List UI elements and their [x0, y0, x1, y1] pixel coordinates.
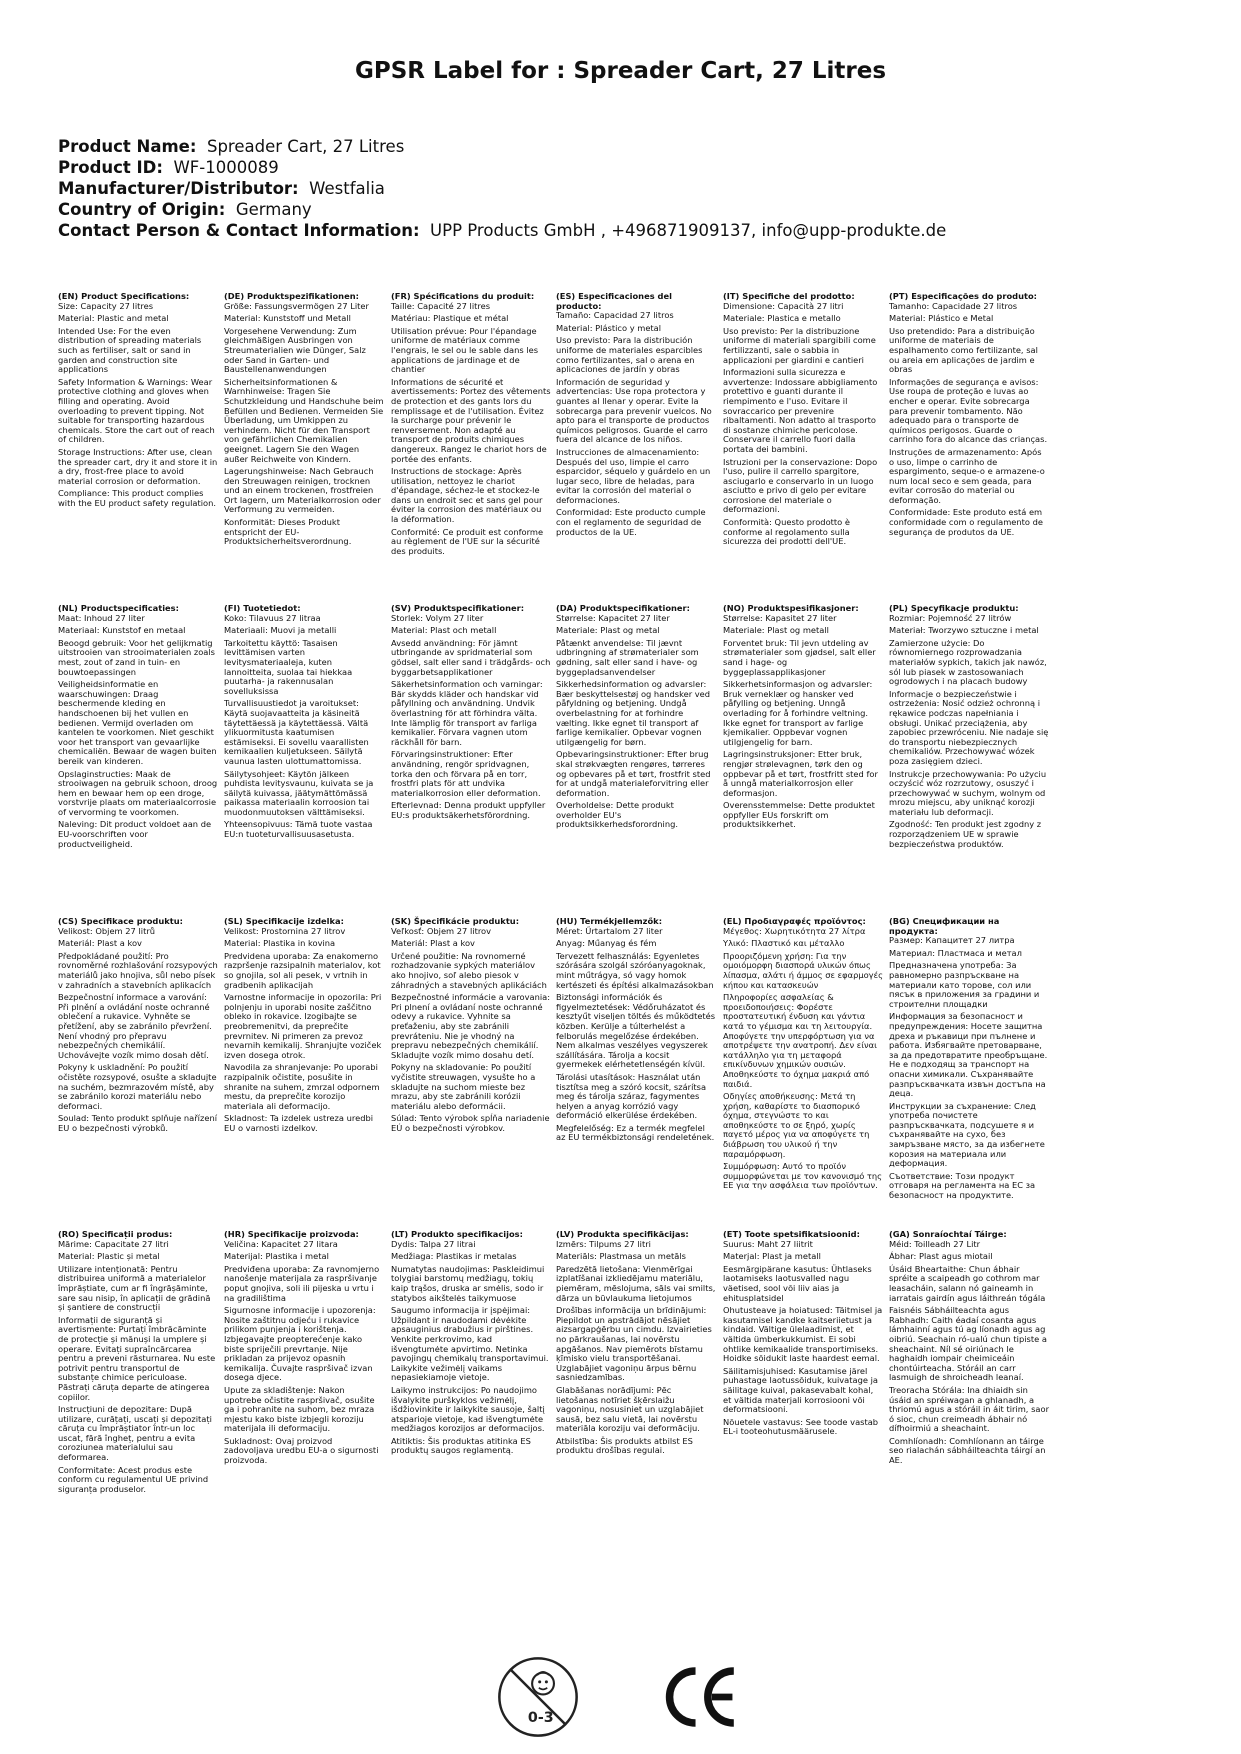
spec-line: Informacje o bezpieczeństwie i ostrzeżenia: Nosić odzież ochronną i rękawice podczas napełniania i obsługi. Unikać przeciążenia, aby zapobiec przewróceniu. Nie nadaje się do transportu niebezpiecznych chemikaliów. Przechowywać wózek poza zasięgiem dzieci. [889, 688, 1049, 766]
spec-line: Materiaal: Kunststof en metaal [58, 625, 186, 636]
spec-line: Materiaali: Muovi ja metalli [224, 625, 337, 636]
spec-line: Материал: Пластмаса и метал [889, 947, 1022, 958]
product-info [58, 136, 1188, 241]
spec-line: Ábhar: Plast agus miotail [889, 1251, 993, 1262]
spec-heading-it: (IT) Specifiche del prodotto: [723, 291, 855, 301]
spec-line: Taille: Capacité 27 litres [391, 300, 491, 311]
spec-line: Materijal: Plastika i metal [224, 1251, 329, 1262]
spec-line: Uso previsto: Per la distribuzione uniforme di materiali spargibili come fertilizzanti, sale o sabbia in applicazioni per giardini e cantieri [723, 325, 876, 365]
spec-block-sl [224, 917, 384, 1136]
spec-block-lt [391, 1230, 551, 1459]
spec-line: Turvallisuustiedot ja varoitukset: Käytä suojavaatteita ja käsineitä täytettäessä ja käytettäessä. Vältä ylikuormitusta kaatumisen estämiseksi. Ei sovellu vaarallisten kemikaalien kuljetukseen. Säilytä vaunua lasten ulottumattomissa. [224, 698, 369, 766]
contact-label: Contact Person & Contact Information: [58, 221, 420, 240]
spec-line: Atitiktis: Šis produktas atitinka ES produktų saugos reglamentą. [391, 1435, 531, 1456]
spec-line: Størrelse: Kapasitet 27 liter [723, 612, 837, 623]
spec-line: Οδηγίες αποθήκευσης: Μετά τη χρήση, καθαρίστε το διασπορικό όχημα, στεγνώστε το και αποθηκεύστε το σε ξηρό, χωρίς παγετό μέρος για να αποφύγετε τη διάβρωση του υλικού ή την παραμόρφωση. [723, 1091, 870, 1159]
spec-block-sv [391, 604, 551, 823]
spec-line: Συμμόρφωση: Αυτό το προϊόν συμμορφώνεται με τον κανονισμό της ΕΕ για την ασφάλεια των προϊόντων. [723, 1161, 883, 1191]
spec-line: Размер: Капацитет 27 литра [889, 935, 1015, 946]
spec-line: Instrucciones de almacenamiento: Después del uso, limpie el carro esparcidor, séquelo y guárdelo en un lugar seco, libre de heladas, para evitar la corrosión del material o deformaciones. [556, 446, 711, 505]
spec-line: Conformité: Ce produit est conforme au règlement de l'UE sur la sécurité des produits. [391, 526, 544, 556]
spec-block-cs [58, 917, 218, 1136]
product-id-label: Product ID: [58, 158, 163, 177]
spec-line: Sikkerhetsinformasjon og advarsler: Bruk verneklær og hansker ved påfylling og betjening. Unngå overlading for å forhindre veltning. Ikke egnet for transport av farlige kjemikalier. Oppbevar vognen utilgjengelig for barn. [723, 679, 873, 747]
spec-line: Sigurnosne informacije i upozorenja: Nosite zaštitnu odjeću i rukavice prilikom punjenja i korištenja. Izbjegavajte preopterećenje kako biste spriječili prevrtanje. Nije prikladan za prijevoz opasnih kemikalija. Čuvajte raspršivač izvan dosega djece. [224, 1305, 376, 1383]
product-name-label: Product Name: [58, 137, 197, 156]
spec-line: Pokyny k uskladnění: Po použití očistěte rozsypové, osušte a skladujte na suchém, bezmrazovém místě, aby se zabránilo korozi materiálu nebo deformaci. [58, 1062, 217, 1111]
spec-heading-lv: (LV) Produkta specifikācijas: [556, 1229, 689, 1239]
spec-line: Materiāls: Plastmasa un metāls [556, 1251, 686, 1262]
spec-line: Opslaginstructies: Maak de strooiwagen na gebruik schoon, droog hem en bewaar hem op een droge, vorstvrije plaats om materiaalcorrosie of vervorming te voorkomen. [58, 768, 218, 817]
spec-line: Suurus: Maht 27 liitrit [723, 1238, 813, 1249]
spec-heading-pt: (PT) Especificações do produto: [889, 291, 1037, 301]
spec-line: Numatytas naudojimas: Paskleidimui tolygiai barstomų medžiagų, tokių kaip trąšos, druska ar smėlis, sodo ir statybos aikštelės taikymuose [391, 1263, 545, 1303]
spec-line: Faisnéis Sábháilteachta agus Rabhadh: Caith éadaí cosanta agus lámhainní agus tú ag líonadh agus ag oibriú. Seachain ró-ualú chun tipiste a sheachaint. Níl sé oiriúnach le haghaidh iompair cheimiceáin chontúirteacha. Stóráil an carr lasmuigh de shroicheadh leanaí. [889, 1305, 1047, 1383]
spec-line: Material: Kunststoff und Metall [224, 313, 351, 324]
spec-block-fr [391, 292, 551, 559]
spec-line: Material: Plástico e Metal [889, 313, 994, 324]
spec-line: Säilitamisjuhised: Kasutamise järel puhastage laotussõiduk, kuivatage ja säilitage kuival, pakasevabalt kohal, et vältida materjali korrosiooni või deformatsiooni. [723, 1365, 878, 1415]
spec-line: Eesmärgipärane kasutus: Ühtlaseks laotamiseks laotusvalled nagu väetised, sool või liiv aias ja ehitusplatsidel [723, 1263, 872, 1303]
spec-line: Soulad: Tento produkt splňuje nařízení EU o bezpečnosti výrobků. [58, 1113, 218, 1133]
spec-line: Ohutusteave ja hoiatused: Täitmisel ja kasutamisel kandke kaitseriietust ja kindaid. Vältige ülelaadimist, et vältida ümberkukkumist. Ei sobi ohtlike kemikaalide transportimiseks. Hoidke sõidukit laste haardest eemal. [723, 1305, 883, 1364]
spec-block-ga [889, 1230, 1049, 1469]
country-label: Country of Origin: [58, 200, 226, 219]
spec-line: Säkerhetsinformation och varningar: Bär skydds kläder och handskar vid påfyllning och användning. Undvik överlastning för att förhindra välta. Inte lämplig för transport av farliga kemikalier. Förvara vagnen utom räckhåll för barn. [391, 679, 543, 747]
spec-block-et [723, 1230, 883, 1440]
spec-line: Efterlevnad: Denna produkt uppfyller EU:s produktsäkerhetsförordning. [391, 800, 546, 820]
spec-heading-fi: (FI) Tuotetiedot: [224, 603, 301, 613]
spec-heading-hr: (HR) Specifikacije proizvoda: [224, 1229, 359, 1239]
spec-line: Koko: Tilavuus 27 litraa [224, 612, 321, 623]
spec-line: Drošības informācija un brīdinājumi: Piepildot un apstrādājot nēsājiet aizsargapģērbu un cimdu. Izvairieties no pārkraušanas, lai novērstu apgāšanos. Nav piemērots bīstamu ķīmisko vielu transportēšanai. Uzglabājiet vagoniņu ārpus bērnu sasniedzamības. [556, 1305, 712, 1383]
spec-line: Instruções de armazenamento: Após o uso, limpe o carrinho de espargimento, seque-o e armazene-o num local seco e sem geada, para evitar corrosão do material ou deformação. [889, 446, 1045, 505]
contact-value: UPP Products GmbH , +496871909137, info@upp-produkte.de [430, 221, 947, 240]
spec-line: Tarkoitettu käyttö: Tasaisen levittämisen varten levitysmateriaaleja, kuten lannoitteita, suolaa tai hiekkaa puutarha- ja rakennusalan sovelluksissa [224, 637, 353, 696]
spec-heading-ro: (RO) Specificații produs: [58, 1229, 173, 1239]
spec-line: Určené použitie: Na rovnomerné rozhadzovanie sypkých materiálov ako hnojivo, soľ alebo piesok v záhradných a stavebných aplikáciách [391, 950, 547, 990]
spec-line: Materiale: Plast og metall [723, 625, 829, 636]
spec-line: Úsáid Bheartaithe: Chun ábhair spréite a scaipeadh go cothrom mar leasacháin, salann nó gaineamh in iarratais gairdín agus láithreán tógála [889, 1263, 1046, 1303]
spec-line: Material: Plastic și metal [58, 1251, 160, 1262]
spec-line: Veľkosť: Objem 27 litrov [391, 925, 492, 936]
spec-heading-el: (EL) Προδιαγραφές προϊόντος: [723, 916, 866, 926]
country-row [58, 199, 1188, 220]
ce-mark-icon [660, 1662, 742, 1732]
spec-line: Konformität: Dieses Produkt entspricht der EU-Produktsicherheitsverordnung. [224, 517, 352, 547]
spec-line: Storlek: Volym 27 liter [391, 612, 484, 623]
spec-line: Atbilstība: Šis produkts atbilst ES produktu drošības regulai. [556, 1435, 693, 1456]
spec-heading-bg: (BG) Спецификации на продукта: [889, 916, 1000, 936]
spec-heading-sl: (SL) Specifikacije izdelka: [224, 916, 344, 926]
spec-line: Treoracha Stórála: Ina dhiaidh sin úsáid an spréiwagan a ghlanadh, a thriomú agus a stóráil in áit tirim, saor ó sioc, chun creimeadh ábhair nó dífhoirmiú a sheachaint. [889, 1384, 1049, 1434]
spec-block-ro [58, 1230, 218, 1497]
spec-line: Informații de siguranță și avertismente: Purtați îmbrăcăminte de protecție și mănuși la umplere și operare. Evitați supraîncărcarea pentru a preveni răsturnarea. Nu este potrivit pentru transportul de substanțe chimice periculoase. Păstrați căruța departe de atingerea copiilor. [58, 1314, 216, 1402]
spec-line: Sukladnost: Ovaj proizvod zadovoljava uredbu EU-a o sigurnosti proizvoda. [224, 1435, 379, 1466]
spec-line: Dydis: Talpa 27 litrai [391, 1238, 476, 1249]
spec-line: Material: Plastika in kovina [224, 938, 336, 949]
spec-line: Съответствие: Този продукт отговаря на регламента на ЕС за безопасност на продуктите. [889, 1170, 1036, 1201]
spec-line: Maat: Inhoud 27 liter [58, 612, 145, 623]
spec-line: Nõuetele vastavus: See toode vastab EL-i tooteohutusmäärusele. [723, 1416, 879, 1437]
spec-block-sk [391, 917, 551, 1136]
spec-heading-et: (ET) Toote spetsifikatsioonid: [723, 1229, 860, 1239]
spec-block-pl [889, 604, 1049, 852]
spec-line: Μέγεθος: Χωρητικότητα 27 λίτρα [723, 925, 866, 936]
spec-line: Utilizare intenționată: Pentru distribuirea uniformă a materialelor împrăștiate, cum ar fi îngrășăminte, sare sau nisip, în aplicații de grădină și șantiere de construcții [58, 1263, 211, 1313]
spec-block-hu [556, 917, 716, 1146]
spec-line: Materiał: Tworzywo sztuczne i metal [889, 625, 1039, 636]
spec-line: Méret: Űrtartalom 27 liter [556, 925, 663, 936]
spec-line: Izmērs: Tilpums 27 litri [556, 1238, 651, 1249]
spec-heading-fr: (FR) Spécifications du produit: [391, 291, 535, 301]
spec-heading-sv: (SV) Produktspecifikationer: [391, 603, 525, 613]
spec-line: Bezpečnostní informace a varování: Při plnění a ovládání noste ochranné oblečení a rukavice. Vyhněte se přetížení, aby se zabránilo převržení. Není vhodný pro přepravu nebezpečných chemikálií. Uchovávejte vozík mimo dosah dětí. [58, 992, 212, 1060]
spec-block-it [723, 292, 883, 550]
not-suitable-for-children-0-3-icon [496, 1655, 580, 1739]
spec-line: Bezpečnostné informácie a varovania: Pri plnení a ovládaní noste ochranné odevy a rukavice. Vyhnite sa preťaženiu, aby ste zabránili prevráteniu. Nie je vhodný na prepravu nebezpečných chemikálií. Skladujte vozík mimo dosahu detí. [391, 992, 551, 1060]
spec-line: Naleving: Dit product voldoet aan de EU-voorschriften voor productveiligheid. [58, 819, 212, 849]
spec-line: Upute za skladištenje: Nakon upotrebe očistite raspršivač, osušite ga i pohranite na suhom, bez mraza mjestu kako biste izbjegli koroziju materijala ili deformaciju. [224, 1384, 375, 1434]
contact-row [58, 220, 1188, 241]
product-name-row [58, 136, 1188, 157]
spec-line: Προοριζόμενη χρήση: Για την ομοιόμορφη διασπορά υλικών όπως λίπασμα, αλάτι ή άμμος σε εφαρμογές κήπου και κατασκευών [723, 950, 883, 990]
spec-heading-ga: (GA) Sonraíochtaí Táirge: [889, 1229, 1007, 1239]
spec-heading-pl: (PL) Specyfikacje produktu: [889, 603, 1019, 613]
spec-line: Υλικό: Πλαστικό και μέταλλο [723, 938, 845, 949]
spec-line: Avsedd användning: För jämnt utbringande av spridmaterial som gödsel, salt eller sand i trädgårds- och byggarbetsapplikationer [391, 637, 551, 677]
spec-block-nl [58, 604, 218, 852]
spec-line: Tervezett felhasználás: Egyenletes szórására szolgál szóróanyagoknak, mint műtrágya, só vagy homok kertészeti és építési alkalmazásokban [556, 950, 714, 990]
spec-line: Méid: Toilleadh 27 Litr [889, 1238, 981, 1249]
spec-line: Conformitate: Acest produs este conform cu regulamentul UE privind siguranța produselor. [58, 1464, 209, 1494]
spec-line: Rozmiar: Pojemność 27 litrów [889, 612, 1012, 623]
spec-line: Инструкции за съхранение: След употреба почистете разпръсквачката, подсушете я и съхранявайте на сухо, без замръзване място, за да избегнете корозия на материала или деформация. [889, 1100, 1045, 1169]
spec-line: Предназначена употреба: За равномерно разпръскване на материали като торове, сол или пясък в приложения за градини и строителни площадки [889, 960, 1040, 1009]
spec-line: Conformità: Questo prodotto è conforme al regolamento sulla sicurezza dei prodotti dell'UE. [723, 517, 850, 547]
spec-line: Beoogd gebruik: Voor het gelijkmatig uitstrooien van strooimaterialen zoals mest, zout of zand in tuin- en bouwtoepassingen [58, 637, 216, 677]
spec-line: Comhlíonadh: Comhlíonann an táirge seo rialachán sábháilteachta táirgí an AE. [889, 1435, 1046, 1466]
spec-line: Biztonsági információk és figyelmeztetések: Védőruházatot és kesztyűt viseljen töltés és működtetés közben. Kerülje a túlterhelést a felborulás megelőzése érdekében. Nem alkalmas veszélyes vegyszerek szállítására. Tárolja a kocsit gyermekek elérhetetlenségén kívül. [556, 992, 716, 1070]
spec-line: Predvidena uporaba: Za enakomerno razpršenje razsipalnih materialov, kot so gnojila, sol ali pesek, v vrtnih in gradbenih aplikacijah [224, 950, 381, 990]
spec-block-en [58, 292, 218, 511]
spec-line: Veiligheidsinformatie en waarschuwingen: Draag beschermende kleding en handschoenen bij het vullen en bedienen. Vermijd overladen om kantelen te voorkomen. Niet geschikt voor het transport van gevaarlijke chemicaliën. Bewaar de wagen buiten bereik van kinderen. [58, 679, 217, 766]
spec-line: Materiale: Plastica e metallo [723, 313, 841, 324]
spec-line: Paredzētā lietošana: Vienmērīgai izplatīšanai izkliedējamu materiālu, piemēram, mēslojuma, sāls vai smilts, dārza un būvlaukuma lietojumos [556, 1263, 716, 1303]
spec-line: Säilytysohjeet: Käytön jälkeen puhdista levitysvaunu, kuivata se ja säilytä kuivassa, jäätymättömässä paikassa materiaalin korroosion tai muodonmuutoksen välttämiseksi. [224, 768, 374, 817]
spec-line: Skladnost: Ta izdelek ustreza uredbi EU o varnosti izdelkov. [224, 1113, 374, 1133]
spec-block-no [723, 604, 883, 833]
spec-block-el [723, 917, 883, 1194]
spec-line: Lagerungshinweise: Nach Gebrauch den Streuwagen reinigen, trocknen und an einem trockenen, frostfreien Ort lagern, um Materialkorrosion oder Verformung zu vermeiden. [224, 466, 381, 515]
country-value: Germany [235, 200, 312, 219]
spec-block-pt [889, 292, 1049, 540]
spec-block-da [556, 604, 716, 833]
spec-heading-sk: (SK) Špecifikácie produktu: [391, 916, 520, 926]
spec-line: Sikkerhedsinformation og advarsler: Bær beskyttelsestøj og handsker ved påfyldning og betjening. Undgå overbelastning for at forhindre vælting. Ikke egnet til transport af farlige kemikalier. Opbevar vognen utilgængelig for børn. [556, 679, 711, 747]
spec-line: Matériau: Plastique et métal [391, 313, 509, 324]
spec-line: Påtænkt anvendelse: Til jævnt udbringning af strømaterialer som gødning, salt eller sand i have- og byggepladsanvendelser [556, 637, 699, 677]
spec-line: Utilisation prévue: Pour l'épandage uniforme de matériaux comme l'engrais, le sel ou le sable dans les applications de jardinage et de chantier [391, 325, 539, 375]
spec-line: Materiale: Plast og metal [556, 625, 660, 636]
spec-line: Πληροφορίες ασφαλείας & προειδοποιήσεις: Φορέστε προστατευτική ένδυση και γάντια κατά το γέμισμα και τη λειτουργία. Αποφύγετε την υπερφόρτωση για να αποτρέψετε την ανατροπή. Δεν είναι κατάλληλο για τη μεταφορά επικίνδυνων χημικών ουσιών. Αποθηκεύστε το όχημα μακριά από παιδιά. [723, 992, 877, 1089]
spec-line: Yhteensopivuus: Tämä tuote vastaa EU:n tuoteturvallisuusasetusta. [224, 819, 373, 840]
product-name-value: Spreader Cart, 27 Litres [206, 137, 405, 156]
page-title: GPSR Label for : Spreader Cart, 27 Litres [354, 58, 887, 84]
spec-line: Intended Use: For the even distribution of spreading materials such as fertiliser, salt or sand in garden and construction site applications [58, 325, 202, 375]
spec-line: Información de seguridad y advertencias: Use ropa protectora y guantes al llenar y operar. Evite la sobrecarga para prevenir vuelcos. No apto para el transporte de productos químicos peligrosos. Guarde el carro fuera del alcance de los niños. [556, 376, 712, 445]
spec-heading-en: (EN) Product Specifications: [58, 291, 190, 301]
spec-line: Dimensione: Capacità 27 litri [723, 300, 844, 311]
spec-block-bg [889, 917, 1049, 1204]
spec-line: Anyag: Műanyag és fém [556, 938, 657, 949]
spec-line: Mărime: Capacitate 27 litri [58, 1238, 169, 1249]
spec-line: Sicherheitsinformationen & Warnhinweise: Tragen Sie Schutzkleidung und Handschuhe beim Befüllen und Bedienen. Vermeiden Sie Überladung, um Umkippen zu verhindern. Nicht für den Transport von gefährlichen Chemikalien geeignet. Lagern Sie den Wagen außer Reichweite von Kindern. [224, 376, 384, 464]
spec-line: Informazioni sulla sicurezza e avvertenze: Indossare abbigliamento protettivo e guanti durante il riempimento e l'uso. Evitare il sovraccarico per prevenire ribaltamenti. Non adatto al trasporto di sostanze chimiche pericolose. Conservare il carrello fuori dalla portata dei bambini. [723, 367, 878, 454]
spec-block-fi [224, 604, 384, 843]
spec-line: Størrelse: Kapacitet 27 liter [556, 612, 670, 623]
spec-line: Instructions de stockage: Après utilisation, nettoyez le chariot d'épandage, séchez-le et stockez-le dans un endroit sec et sans gel pour éviter la corrosion des matériaux ou la déformation. [391, 466, 543, 525]
manufacturer-row [58, 178, 1188, 199]
spec-line: Materjal: Plast ja metall [723, 1251, 821, 1262]
spec-line: Förvaringsinstruktioner: Efter användning, rengör spridvagnen, torka den och förvara på en torr, frostfri plats för att undvika materialkorrosion eller deformation. [391, 749, 541, 798]
spec-line: Uso previsto: Para la distribución uniforme de materiales esparcibles como fertilizantes, sal o arena en aplicaciones de jardín y obras [556, 335, 703, 375]
compliance-icons [0, 1655, 1241, 1745]
spec-line: Megfelelőség: Ez a termék megfelel az EU termékbiztonsági rendeletének. [556, 1122, 715, 1143]
spec-heading-de: (DE) Produktspezifikationen: [224, 291, 359, 301]
spec-line: Tamanho: Capacidade 27 litros [889, 300, 1018, 311]
spec-heading-nl: (NL) Productspecificaties: [58, 603, 179, 613]
spec-heading-no: (NO) Produktspesifikasjoner: [723, 603, 859, 613]
spec-heading-lt: (LT) Produkto specifikacijos: [391, 1229, 523, 1239]
spec-block-hr [224, 1230, 384, 1469]
spec-heading-hu: (HU) Termékjellemzők: [556, 916, 663, 926]
spec-block-de [224, 292, 384, 550]
spec-line: Predviđena uporaba: Za ravnomjerno nanošenje materijala za raspršivanje poput gnojiva, soli ili pijeska u vrtu i na gradilištima [224, 1263, 380, 1303]
spec-line: Medžiaga: Plastikas ir metalas [391, 1251, 517, 1262]
spec-heading-es: (ES) Especificaciones del producto: [556, 291, 672, 311]
spec-line: Materiál: Plast a kov [58, 938, 142, 949]
spec-line: Istruzioni per la conservazione: Dopo l'uso, pulire il carrello spargitore, asciugarlo e conservarlo in un luogo asciutto e privo di gelo per evitare corrosione del materiale o deformazioni. [723, 456, 878, 515]
spec-line: Informações de segurança e avisos: Use roupa de proteção e luvas ao encher e operar. Evite sobrecarga para prevenir tombamento. Não adequado para o transporte de químicos perigosos. Guarde o carrinho fora do alcance das crianças. [889, 376, 1048, 445]
spec-line: Laikymo instrukcijos: Po naudojimo išvalykite purškyklos vežimėlį, išdžiovinkite ir laikykite sausoje, šaltį atsparioje vietoje, kad išvengtumėte medžiagos korozijos ar deformacijos. [391, 1384, 545, 1434]
spec-line: Größe: Fassungsvermögen 27 Liter [224, 300, 369, 311]
spec-line: Informations de sécurité et avertissements: Portez des vêtements de protection et des gants lors du remplissage et de l'utilisation. Évitez la surcharge pour prévenir le renversement. Non adapté au transport de produits chimiques dangereux. Rangez le chariot hors de portée des enfants. [391, 376, 551, 464]
spec-line: Súlad: Tento výrobok spĺňa nariadenie EÚ o bezpečnosti výrobkov. [391, 1113, 550, 1133]
manufacturer-label: Manufacturer/Distributor: [58, 179, 299, 198]
spec-line: Vorgesehene Verwendung: Zum gleichmäßigen Ausbringen von Streumaterialien wie Dünger, Salz oder Sand in Garten- und Baustellenanwendungen [224, 325, 366, 375]
spec-line: Conformidad: Este producto cumple con el reglamento de seguridad de productos de la UE. [556, 507, 706, 537]
spec-line: Tamaño: Capacidad 27 litros [556, 310, 674, 321]
spec-line: Varnostne informacije in opozorila: Pri polnjenju in uporabi nosite zaščitno obleko in rokavice. Izogibajte se preobremenitvi, da preprečite prevrnitev. Ni primeren za prevoz nevarnih kemikalij. Shranjujte voziček izven dosega otrok. [224, 992, 382, 1060]
spec-line: Předpokládané použití: Pro rovnoměrné rozhlašování rozsypových materiálů jako hnojiva, sůl nebo písek v zahradních a stavebních aplikacích [58, 950, 218, 990]
spec-line: Material: Plast och metall [391, 625, 497, 636]
spec-line: Material: Plástico y metal [556, 322, 662, 333]
child-warning-age-text: 0-3 [527, 1710, 554, 1727]
spec-block-lv [556, 1230, 716, 1459]
spec-line: Saugumo informacija ir įspėjimai: Užpildant ir naudodami dėvėkite apsauginius drabužius ir pirštines. Venkite perkrovimo, kad išvengtumėte apvirtimo. Netinka pavojingų chemikalų transportavimui. Laikykite vežimėlį vaikams nepasiekiamoje vietoje. [391, 1305, 549, 1383]
spec-line: Storage Instructions: After use, clean the spreader cart, dry it and store it in a dry, frost-free place to avoid material corrosion or deformation. [58, 446, 218, 486]
spec-line: Opbevaringsinstruktioner: Efter brug skal strøkvægten rengøres, tørreres og opbevares på et tørt, frostfrit sted for at undgå materialeforvitring eller deformation. [556, 749, 711, 798]
spec-line: Tárolási utasítások: Használat után tisztítsa meg a szóró kocsit, szárítsa meg és tárolja száraz, fagymentes helyen a anyag korrózió vagy deformáció elkerülése érdekében. [556, 1071, 707, 1121]
spec-line: Lagringsinstruksjoner: Etter bruk, rengjør strølevagnen, tørk den og oppbevar på et tørt, frostfritt sted for å unngå materialkorrosjon eller deformasjon. [723, 749, 878, 798]
spec-line: Instrukcje przechowywania: Po użyciu oczyścić wóz rozrzutowy, osuszyć i przechowywać w suchym, wolnym od mrozu miejscu, aby uniknąć korozji materiału lub deformacji. [889, 768, 1047, 817]
product-id-row [58, 157, 1188, 178]
spec-line: Zamierzone użycie: Do równomiernego rozprowadzania materiałów sypkich, takich jak nawóz, sól lub piasek w zastosowaniach ogrodowych i na placach budowy [889, 637, 1047, 687]
spec-line: Velikost: Objem 27 litrů [58, 925, 155, 936]
spec-line: Overholdelse: Dette produkt overholder EU's produktsikkerhedsforordning. [556, 800, 678, 830]
spec-line: Materiál: Plast a kov [391, 938, 475, 949]
spec-line: Instrucțiuni de depozitare: După utilizare, curățați, uscați și depozitați căruța cu împrăștiator într-un loc uscat, fără îngheț, pentru a evita coroziunea materialului sau deformarea. [58, 1404, 212, 1463]
spec-line: Glabāšanas norādījumi: Pēc lietošanas notīriet šķērslaižu vagoniņu, nosusiniet un uzglabājiet sausā, bez salu vietā, lai novērstu materiāla koroziju vai deformāciju. [556, 1384, 704, 1434]
spec-line: Compliance: This product complies with the EU product safety regulation. [58, 488, 217, 508]
spec-heading-cs: (CS) Specifikace produktu: [58, 916, 183, 926]
spec-block-es [556, 292, 716, 540]
spec-line: Safety Information & Warnings: Wear protective clothing and gloves when filling and operating. Avoid overloading to prevent tipping. Not suitable for transporting hazardous chemicals. Store the cart out of reach of children. [58, 376, 215, 445]
spec-line: Информация за безопасност и предупреждения: Носете защитна дреха и ръкавици при пълнене и работа. Избягвайте претоварване, за да предотвратите преобръщане. Не е подходящ за транспорт на опасни химикали. Съхранявайте разпръсквачката извън достъпа на деца. [889, 1011, 1048, 1099]
spec-line: Navodila za shranjevanje: Po uporabi razpipalnik očistite, posušite in shranite na suhem, zmrzal odpornem mestu, da preprečite korozijo materiala ali deformacijo. [224, 1062, 380, 1111]
spec-heading-da: (DA) Produktspecifikationer: [556, 603, 690, 613]
manufacturer-value: Westfalia [309, 179, 385, 198]
spec-line: Forventet bruk: Til jevn utdeling av strømaterialer som gjødsel, salt eller sand i hage- og byggeplassapplikasjoner [723, 637, 876, 677]
spec-line: Material: Plastic and metal [58, 313, 169, 324]
spec-line: Pokyny na skladovanie: Po použití vyčistite streuwagen, vysušte ho a skladujte na suchom mieste bez mrazu, aby ste zabránili korózii materiálu alebo deformácii. [391, 1062, 536, 1111]
spec-line: Veličina: Kapacitet 27 litara [224, 1238, 338, 1249]
spec-line: Overensstemmelse: Dette produktet oppfyller EUs forskrift om produktsikkerhet. [723, 800, 875, 830]
product-id-value: WF-1000089 [173, 158, 279, 177]
spec-line: Velikost: Prostornina 27 litrov [224, 925, 346, 936]
spec-line: Uso pretendido: Para a distribuição uniforme de materiais de espalhamento como fertilizante, sal ou areia em aplicações de jardim e obras [889, 325, 1038, 375]
spec-line: Conformidade: Este produto está em conformidade com o regulamento de segurança de produtos da UE. [889, 507, 1044, 537]
spec-line: Size: Capacity 27 litres [58, 300, 154, 311]
spec-line: Zgodność: Ten produkt jest zgodny z rozporządzeniem UE w sprawie bezpieczeństwa produktów. [889, 819, 1042, 849]
